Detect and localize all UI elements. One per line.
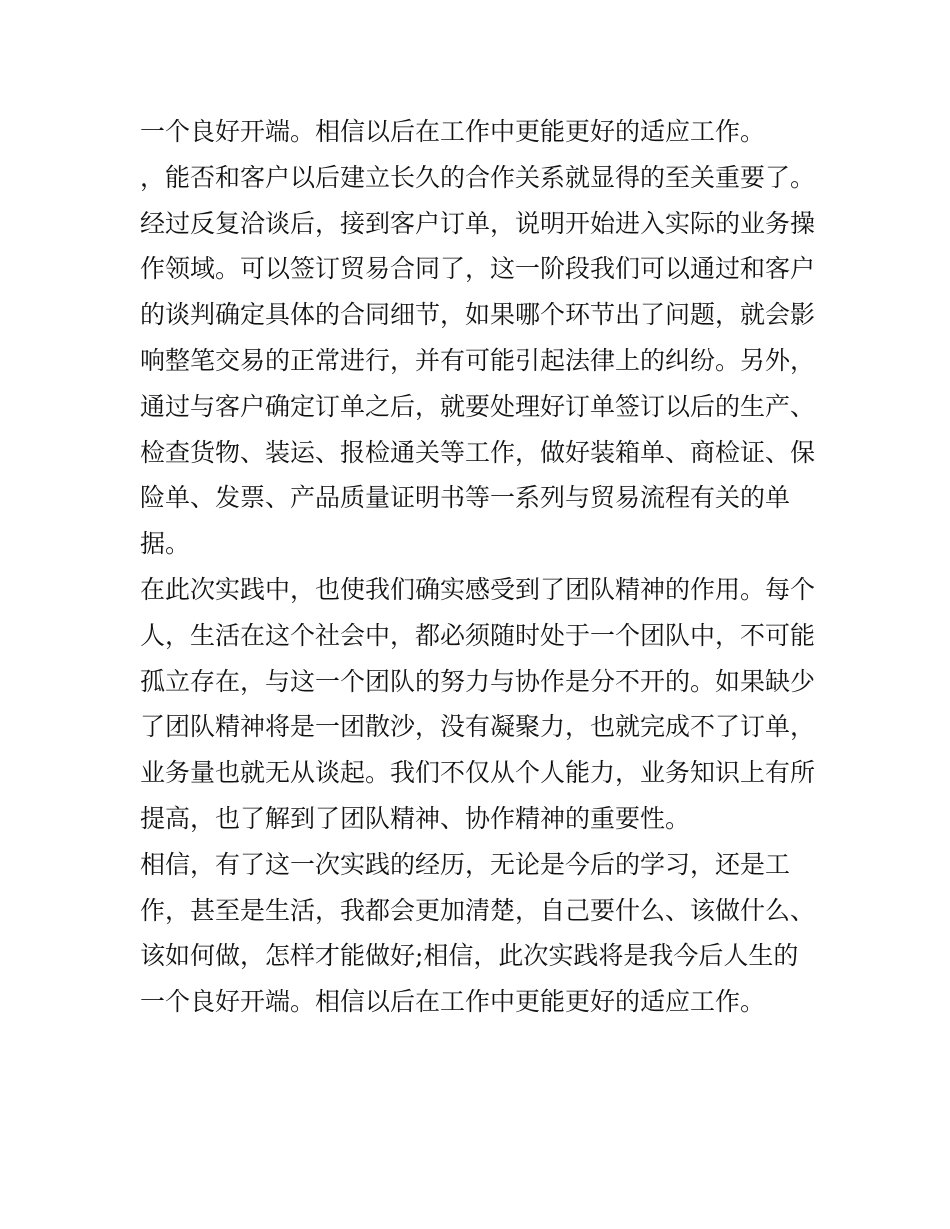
text-line-14: 了团队精神将是一团散沙，没有凝聚力，也就完成不了订单，	[140, 712, 816, 742]
text-line-5: 的谈判确定具体的合同细节，如果哪个环节出了问题，就会影	[140, 300, 816, 330]
text-line-8: 检查货物、装运、报检通关等工作，做好装箱单、商检证、保	[140, 437, 816, 467]
text-line-20: 一个良好开端。相信以后在工作中更能更好的适应工作。	[140, 987, 766, 1017]
text-line-15: 业务量也就无从谈起。我们不仅从个人能力，业务知识上有所	[140, 758, 816, 788]
text-line-12: 人，生活在这个社会中，都必须随时处于一个团队中，不可能	[140, 620, 816, 650]
text-line-10: 据。	[140, 529, 191, 559]
text-line-9: 险单、发票、产品质量证明书等一系列与贸易流程有关的单	[140, 483, 791, 513]
body-text	[140, 109, 820, 1025]
text-line-17: 相信，有了这一次实践的经历，无论是今后的学习，还是工	[140, 849, 791, 879]
text-line-13: 孤立存在，与这一个团队的努力与协作是分不开的。如果缺少	[140, 666, 816, 696]
text-line-1: 一个良好开端。相信以后在工作中更能更好的适应工作。	[140, 117, 766, 146]
text-line-19: 该如何做，怎样才能做好;相信，此次实践将是我今后人生的	[140, 941, 799, 971]
text-line-4: 作领域。可以签订贸易合同了，这一阶段我们可以通过和客户	[140, 254, 816, 284]
text-line-6: 响整笔交易的正常进行，并有可能引起法律上的纠纷。另外，	[140, 345, 816, 375]
text-line-11: 在此次实践中，也使我们确实感受到了团队精神的作用。每个	[140, 574, 816, 604]
text-line-2: ，能否和客户以后建立长久的合作关系就显得的至关重要了。	[140, 162, 816, 192]
text-line-18: 作，甚至是生活，我都会更加清楚，自己要什么、该做什么、	[140, 895, 816, 925]
text-line-16: 提高，也了解到了团队精神、协作精神的重要性。	[140, 803, 691, 833]
text-line-7: 通过与客户确定订单之后，就要处理好订单签订以后的生产、	[140, 391, 816, 421]
text-line-3: 经过反复洽谈后，接到客户订单，说明开始进入实际的业务操	[140, 208, 816, 238]
